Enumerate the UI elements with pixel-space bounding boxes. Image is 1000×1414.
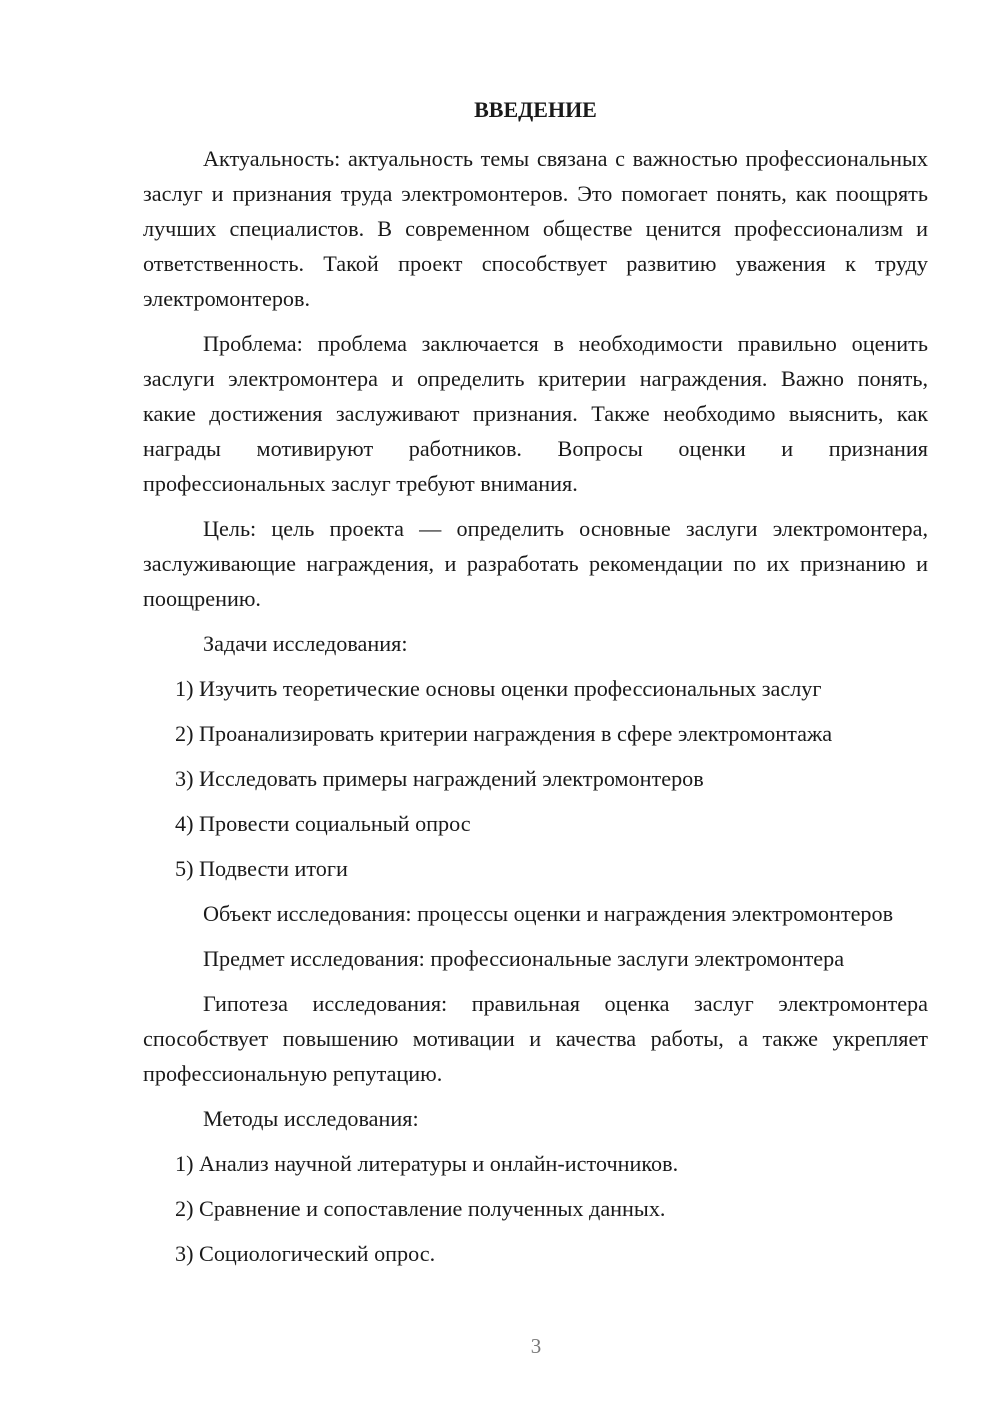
hypothesis-paragraph: Гипотеза исследования: правильная оценка заслуг электромонтера способствует повышению мотивации и качества работы, а также укрепляет профессиональную репутацию. [143, 991, 928, 1086]
list-item: 2) Сравнение и сопоставление полученных данных. [175, 1196, 666, 1221]
page-title: ВВЕДЕНИЕ [474, 97, 597, 122]
list-item: 4) Провести социальный опрос [175, 811, 471, 836]
methods-list [143, 1146, 928, 1271]
list-item: 2) Проанализировать критерии награждения в сфере электромонтажа [175, 721, 833, 746]
list-item: 3) Социологический опрос. [175, 1241, 436, 1266]
tasks-label: Задачи исследования: [203, 631, 408, 656]
document-page [143, 93, 928, 1281]
object-paragraph: Объект исследования: процессы оценки и награждения электромонтеров [203, 901, 894, 926]
list-item: 3) Исследовать примеры награждений электромонтеров [175, 766, 704, 791]
list-item: 1) Анализ научной литературы и онлайн-источников. [175, 1151, 679, 1176]
relevance-paragraph: Актуальность: актуальность темы связана с важностью профессиональных заслуг и признания труда электромонтеров. Это помогает понять, как поощрять лучших специалистов. В современном обществе ценится профессионализм и ответственность. Такой проект способствует развитию уважения к труду электромонтеров. [143, 146, 928, 311]
methods-label: Методы исследования: [203, 1106, 419, 1131]
problem-paragraph: Проблема: проблема заключается в необходимости правильно оценить заслуги электромонтера и определить критерии награждения. Важно понять, какие достижения заслуживают признания. Также необходимо выяснить, как награды мотивируют работников. Вопросы оценки и признания профессиональных заслуг требуют внимания. [143, 331, 928, 496]
subject-paragraph: Предмет исследования: профессиональные заслуги электромонтера [203, 946, 845, 971]
list-item: 5) Подвести итоги [175, 856, 348, 881]
page-number: 3 [530, 1334, 542, 1358]
tasks-list [143, 671, 928, 886]
goal-paragraph: Цель: цель проекта — определить основные заслуги электромонтера, заслуживающие награждения, и разработать рекомендации по их признанию и поощрению. [143, 516, 928, 611]
list-item: 1) Изучить теоретические основы оценки профессиональных заслуг [175, 676, 822, 701]
